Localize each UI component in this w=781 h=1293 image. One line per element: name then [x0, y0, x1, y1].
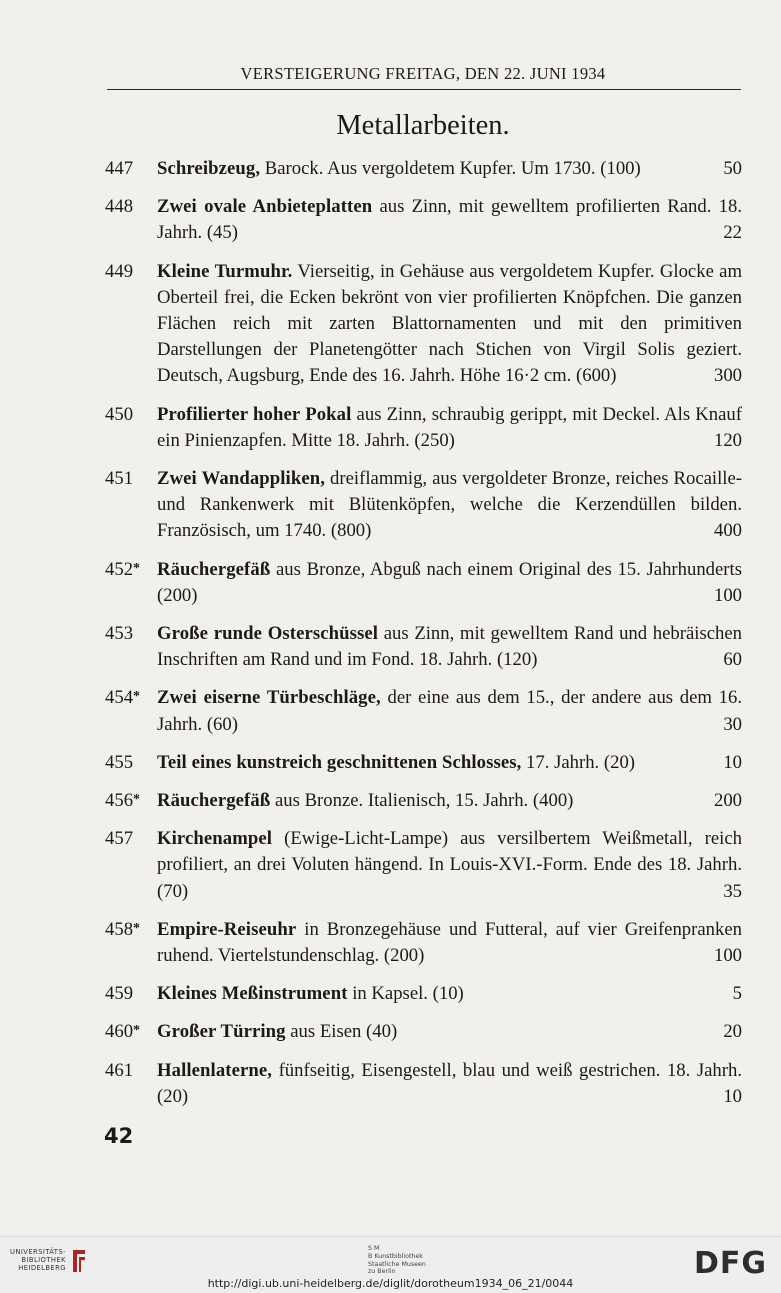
lot-entry [105, 402, 742, 454]
lot-entry [105, 981, 742, 1007]
lot-title: Empire-Reiseuhr [157, 918, 297, 940]
lot-entry [105, 750, 742, 776]
lot-description: Empire-Reiseuhr in Bronzegehäuse und Futteral, auf vier Greifenpranken ruhend. Viertelstundenschlag. (200) 100 [157, 917, 742, 969]
lot-title: Zwei eiserne Türbeschläge, [157, 687, 381, 709]
lot-description: Profilierter hoher Pokal aus Zinn, schraubig gerippt, mit Deckel. Als Knauf ein Pinienzapfen. Mitte 18. Jahrh. (250) 120 [157, 402, 742, 454]
lot-description: Große runde Osterschüssel aus Zinn, mit gewelltem Rand und hebräischen Inschriften am Rand und im Fond. 18. Jahrh. (120) 60 [157, 621, 742, 673]
section-title: Metallarbeiten. [336, 110, 510, 141]
lot-price: 50 [723, 158, 742, 179]
page-number: 42 [104, 1124, 134, 1148]
lot-title: Profilierter hoher Pokal [157, 403, 352, 425]
lot-description: Kirchenampel (Ewige-Licht-Lampe) aus versilbertem Weißmetall, reich profiliert, an drei Voluten hängend. In Louis-XVI.-Form. Ende des 18. Jahrh. (70) 35 [157, 826, 742, 905]
permalink-url[interactable]: http://digi.ub.uni-heidelberg.de/diglit/dorotheum1934_06_21/0044 [207, 1277, 574, 1290]
lot-price: 10 [723, 1085, 742, 1107]
lot-title: Zwei Wandappliken, [157, 468, 326, 490]
lot-entry [105, 259, 742, 390]
lot-title: Kleines Meßinstrument [157, 983, 348, 1005]
lot-description: Räuchergefäß aus Bronze, Abguß nach einem Original des 15. Jahrhunderts (200) 100 [157, 557, 742, 609]
lot-price: 100 [713, 945, 742, 967]
lot-entry [105, 466, 742, 545]
library-name: UNIVERSITÄTS- BIBLIOTHEK HEIDELBERG [10, 1248, 66, 1272]
lot-price: 60 [723, 649, 742, 671]
lot-entry [105, 156, 742, 182]
library-emblem-icon [70, 1248, 88, 1274]
lot-price: 400 [713, 520, 742, 542]
lot-entry [105, 194, 742, 246]
lot-price: 35 [723, 880, 742, 902]
lot-price: 30 [723, 713, 742, 735]
lot-title: Hallenlaterne, [157, 1059, 273, 1081]
lot-number: 448 [105, 196, 134, 218]
lot-description: Schreibzeug, Barock. Aus vergoldetem Kupfer. Um 1730. (100) 50 [157, 156, 742, 182]
lot-description: Räuchergefäß aus Bronze. Italienisch, 15. Jahrh. (400) 200 [157, 788, 742, 814]
lot-title: Kleine Turmuhr. [157, 260, 293, 282]
dfg-logo[interactable]: DFG [694, 1246, 768, 1281]
lot-number: 454* [105, 687, 141, 709]
lot-title: Räuchergefäß [157, 790, 271, 812]
heidelberg-library-logo[interactable] [10, 1248, 88, 1274]
lot-number: 447 [105, 158, 134, 179]
lot-title: Zwei ovale Anbieteplatten [157, 196, 373, 218]
lot-entry [105, 826, 742, 905]
lot-number: 453 [105, 623, 134, 645]
lot-price: 20 [723, 1021, 742, 1043]
lot-entry [105, 917, 742, 969]
lot-entry [105, 557, 742, 609]
lot-title: Räuchergefäß [157, 558, 271, 580]
lot-number: 449 [105, 260, 134, 282]
lot-price: 10 [723, 751, 742, 773]
lot-entry [105, 1058, 742, 1110]
lot-title: Großer Türring [157, 1021, 286, 1043]
lot-title: Kirchenampel [157, 828, 273, 850]
lot-number: 455 [105, 751, 134, 773]
lot-title: Große runde Osterschüssel [157, 623, 379, 645]
lot-description: Hallenlaterne, fünfseitig, Eisengestell, blau und weiß gestrichen. 18. Jahrh. (20) 10 [157, 1058, 742, 1110]
lot-number: 450 [105, 403, 134, 425]
lot-number: 461 [105, 1059, 134, 1081]
lot-price: 5 [732, 983, 742, 1005]
lot-price: 200 [713, 790, 742, 812]
lot-description: Großer Türring aus Eisen (40) 20 [157, 1019, 742, 1045]
running-header: VERSTEIGERUNG FREITAG, DEN 22. JUNI 1934 [240, 64, 606, 83]
lot-description: Kleines Meßinstrument in Kapsel. (10) 5 [157, 981, 742, 1007]
lot-number: 452* [105, 558, 141, 580]
lot-entry [105, 621, 742, 673]
lot-title: Teil eines kunstreich geschnittenen Schlosses, [157, 751, 522, 773]
lot-number: 458* [105, 918, 141, 940]
header-rule [107, 89, 741, 90]
lot-number: 460* [105, 1021, 141, 1043]
lot-price: 22 [723, 222, 742, 244]
lot-description: Teil eines kunstreich geschnittenen Schlosses, 17. Jahrh. (20) 10 [157, 750, 742, 776]
lot-description: Zwei eiserne Türbeschläge, der eine aus dem 15., der andere aus dem 16. Jahrh. (60) 30 [157, 685, 742, 737]
lot-entry [105, 1019, 742, 1045]
lot-description: Kleine Turmuhr. Vierseitig, in Gehäuse aus vergoldetem Kupfer. Glocke am Oberteil frei, die Ecken bekrönt von vier profilierten Knöpfchen. Die ganzen Flächen reich mit zarten Blattornamenten und mit den primitiven Darstellungen der Planetengötter nach Stichen von Virgil Solis geziert. Deutsch, Augsburg, Ende des 16. Jahrh. Höhe 16·2 cm. (600) 300 [157, 259, 742, 390]
lot-number: 451 [105, 468, 134, 490]
lot-price: 100 [713, 584, 742, 606]
lot-price: 120 [713, 429, 742, 451]
lot-entry [105, 685, 742, 737]
lot-description: Zwei Wandappliken, dreiflammig, aus vergoldeter Bronze, reiches Rocaille- und Rankenwerk mit Blütenköpfen, welche die Kerzendüllen bilden. Französisch, um 1740. (800) 400 [157, 466, 742, 545]
lot-description: Zwei ovale Anbieteplatten aus Zinn, mit gewelltem profilierten Rand. 18. Jahrh. (45) 22 [157, 194, 742, 246]
smb-kunstbibliothek-logo[interactable] [368, 1245, 426, 1276]
lot-entry [105, 788, 742, 814]
lot-title: Schreibzeug, [157, 158, 261, 179]
lot-number: 456* [105, 790, 141, 812]
lot-number: 459 [105, 983, 134, 1005]
lot-price: 300 [713, 365, 742, 387]
lot-list [105, 156, 742, 1122]
smb-text: S M B Kunstbibliothek Staatliche Museen zu Berlin [368, 1245, 426, 1276]
lot-number: 457 [105, 828, 134, 850]
